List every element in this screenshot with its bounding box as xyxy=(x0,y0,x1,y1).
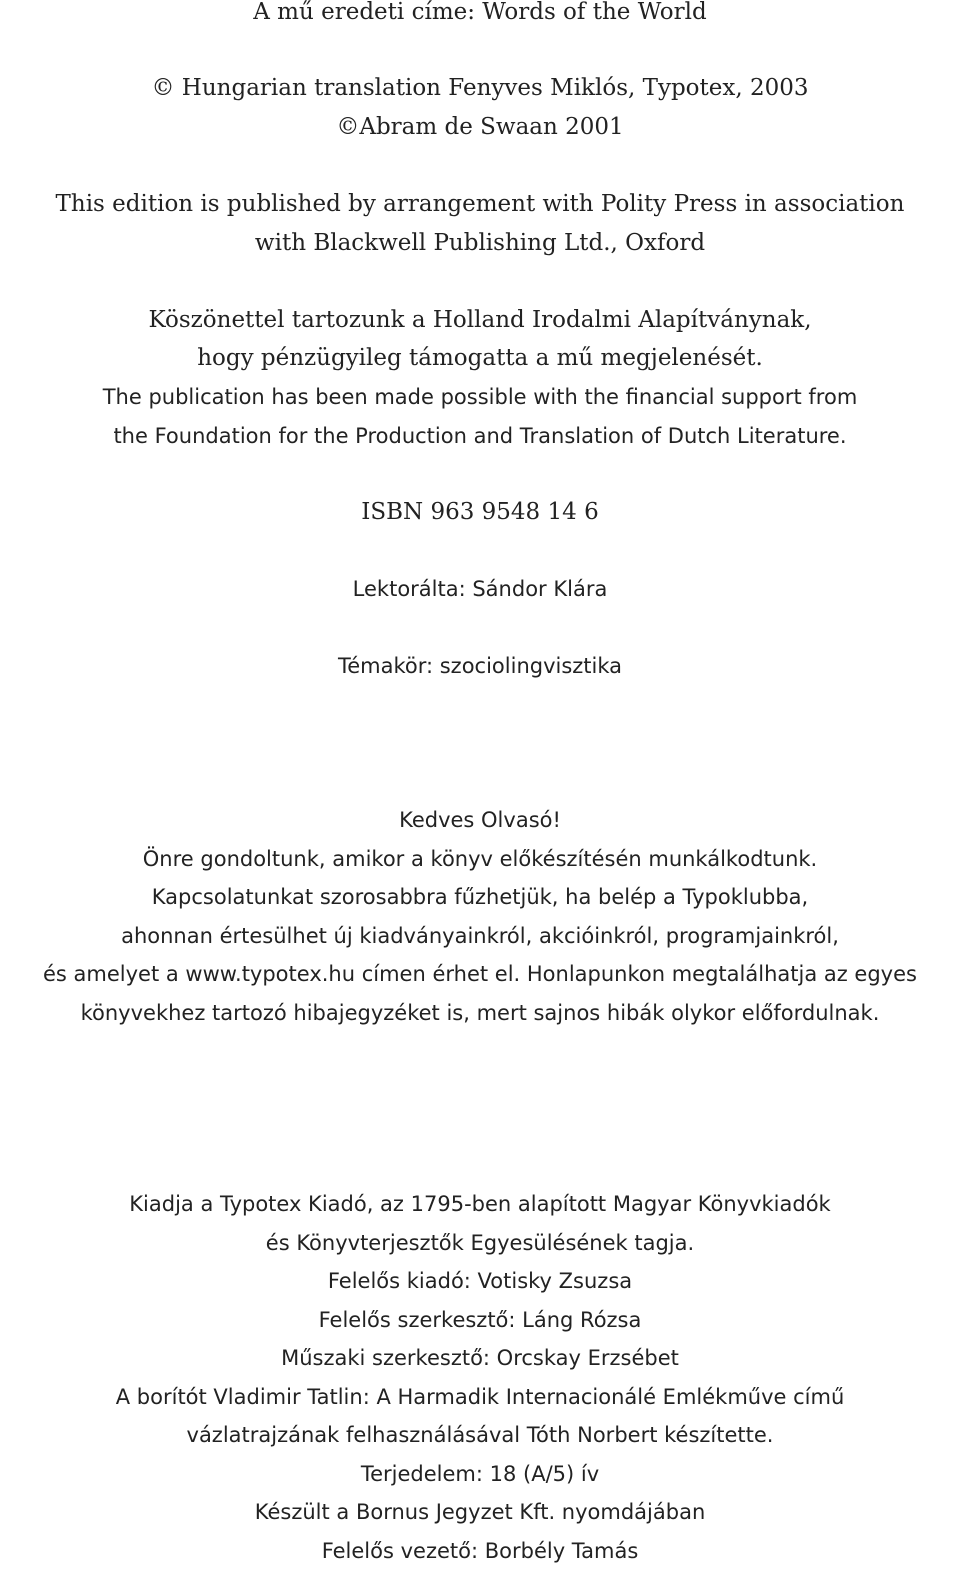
author-copyright: ©Abram de Swaan 2001 xyxy=(336,114,624,140)
subject: Témakör: szociolingvisztika xyxy=(337,654,623,678)
acknowledgement-en-line: the Foundation for the Production and Translation of Dutch Literature. xyxy=(113,424,847,448)
reader-note-greeting: Kedves Olvasó! xyxy=(399,808,561,832)
reader-note-line: könyvekhez tartozó hibajegyzéket is, mert sajnos hibák olykor előfordulnak. xyxy=(80,1001,880,1025)
editor: Lektorálta: Sándor Klára xyxy=(352,577,608,601)
editor-responsible: Felelős szerkesztő: Láng Rózsa xyxy=(318,1308,642,1332)
imprint-line: és Könyvterjesztők Egyesülésének tagja. xyxy=(265,1231,695,1255)
publisher-responsible: Felelős kiadó: Votisky Zsuzsa xyxy=(327,1269,633,1293)
cover-credit-line: vázlatrajzának felhasználásával Tóth Norbert készítette. xyxy=(186,1423,774,1447)
printer-manager: Felelős vezető: Borbély Tamás xyxy=(321,1539,639,1563)
translation-copyright: © Hungarian translation Fenyves Miklós, Typotex, 2003 xyxy=(151,75,809,101)
technical-editor: Műszaki szerkesztő: Orcskay Erzsébet xyxy=(281,1346,679,1370)
reader-note-line: és amelyet a www.typotex.hu címen érhet el. Honlapunkon megtalálhatja az egyes xyxy=(43,962,917,986)
imprint-line: Kiadja a Typotex Kiadó, az 1795-ben alapított Magyar Könyvkiadók xyxy=(129,1192,831,1216)
printer: Készült a Bornus Jegyzet Kft. nyomdájában xyxy=(254,1500,706,1524)
edition-note-line: This edition is published by arrangement with Polity Press in association xyxy=(55,191,905,217)
reader-note-line: ahonnan értesülhet új kiadványainkról, akcióinkról, programjainkról, xyxy=(121,924,839,948)
extent: Terjedelem: 18 (A/5) ív xyxy=(360,1462,600,1486)
isbn: ISBN 963 9548 14 6 xyxy=(361,499,599,525)
original-title: A mű eredeti címe: Words of the World xyxy=(253,0,707,25)
cover-credit-line: A borítót Vladimir Tatlin: A Harmadik Internacionálé Emlékműve című xyxy=(115,1385,845,1409)
edition-note-line: with Blackwell Publishing Ltd., Oxford xyxy=(254,230,706,256)
acknowledgement-en-line: The publication has been made possible with the financial support from xyxy=(102,385,858,409)
reader-note-line: Kapcsolatunkat szorosabbra fűzhetjük, ha belép a Typoklubba, xyxy=(151,885,809,909)
acknowledgement-hu-line: hogy pénzügyileg támogatta a mű megjelenését. xyxy=(197,345,763,371)
reader-note-line: Önre gondoltunk, amikor a könyv előkészítésén munkálkodtunk. xyxy=(142,847,818,871)
acknowledgement-hu-line: Köszönettel tartozunk a Holland Irodalmi Alapítványnak, xyxy=(148,307,812,333)
